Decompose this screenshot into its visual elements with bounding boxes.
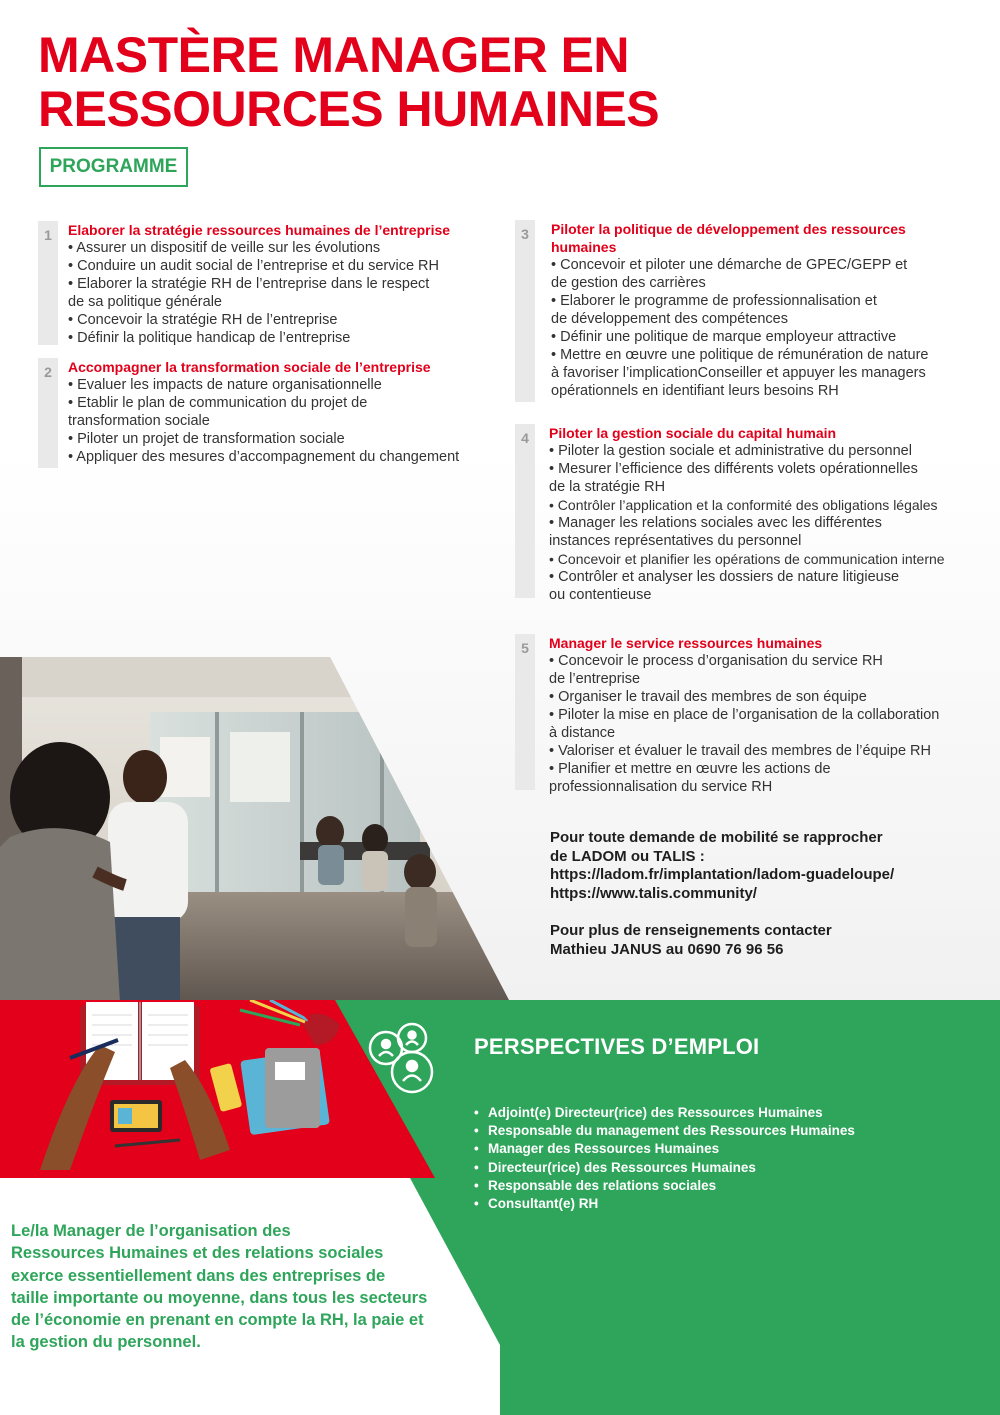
- job-item: • Consultant(e) RH: [474, 1195, 855, 1213]
- section-item: • Définir la politique handicap de l’entreprise: [68, 330, 351, 346]
- contact-info: Pour plus de renseignements contacter Mathieu JANUS au 0690 76 96 56: [550, 922, 832, 958]
- title-line-1: MASTÈRE MANAGER EN: [38, 27, 630, 83]
- section-item: • Planifier et mettre en œuvre les actions de professionnalisation du service RH: [549, 761, 831, 795]
- section-item: • Piloter la mise en place de l’organisation de la collaboration à distance: [549, 707, 940, 741]
- section-number: 3: [515, 220, 535, 402]
- section-item: • Piloter la gestion sociale et administrative du personnel: [549, 443, 912, 459]
- section-number: 4: [515, 424, 535, 598]
- perspectives-title: PERSPECTIVES D’EMPLOI: [474, 1034, 760, 1059]
- section-item: • Assurer un dispositif de veille sur les évolutions: [68, 240, 381, 256]
- section-item: • Contrôler et analyser les dossiers de nature litigieuse ou contentieuse: [549, 569, 900, 603]
- job-item: • Directeur(rice) des Ressources Humaines: [474, 1159, 855, 1177]
- jobs-list: [474, 1104, 855, 1213]
- section-4: [515, 424, 1000, 603]
- title-line-2: RESSOURCES HUMAINES: [38, 81, 660, 137]
- section-body: [68, 358, 518, 466]
- section-number: 5: [515, 634, 535, 790]
- section-body: [68, 221, 518, 347]
- section-items: [551, 256, 991, 400]
- section-item: • Concevoir la stratégie RH de l’entreprise: [68, 312, 338, 328]
- section-number: 2: [38, 358, 58, 468]
- job-item: • Responsable du management des Ressources Humaines: [474, 1122, 855, 1140]
- section-1: [38, 221, 508, 345]
- spacer: [550, 903, 990, 922]
- section-item: • Elaborer le programme de professionnalisation et de développement des compétences: [551, 293, 877, 327]
- section-items: [549, 652, 995, 796]
- section-5: [515, 634, 995, 795]
- section-title: Piloter la politique de développement des ressources humaines: [551, 221, 906, 255]
- section-item: • Concevoir et planifier les opérations de communication interne: [549, 551, 945, 567]
- contact-block: [550, 829, 990, 959]
- section-item: • Valoriser et évaluer le travail des membres de l’équipe RH: [549, 743, 931, 759]
- section-item: • Etablir le plan de communication du projet de transformation sociale: [68, 395, 368, 429]
- section-3: [515, 220, 995, 402]
- section-2: [38, 358, 508, 468]
- section-items: [68, 239, 518, 347]
- section-items: [549, 442, 1000, 604]
- section-item: • Piloter un projet de transformation sociale: [68, 431, 345, 447]
- section-title: Elaborer la stratégie ressources humaines de l’entreprise: [68, 222, 451, 238]
- mobility-info: Pour toute demande de mobilité se rapprocher de LADOM ou TALIS : https://ladom.fr/implantation/ladom-guadeloupe/ https://www.talis.community/: [550, 829, 895, 902]
- section-body: [549, 424, 1000, 604]
- job-item: • Adjoint(e) Directeur(rice) des Ressources Humaines: [474, 1104, 855, 1122]
- section-item: • Evaluer les impacts de nature organisationnelle: [68, 377, 382, 393]
- section-item: • Mettre en œuvre une politique de rémunération de nature à favoriser l’implicationConseiller et appuyer les managers opérationnels en identifiant leurs besoins RH: [551, 347, 929, 399]
- section-number: 1: [38, 221, 58, 345]
- section-item: • Appliquer des mesures d’accompagnement du changement: [68, 449, 460, 465]
- section-title: Piloter la gestion sociale du capital humain: [549, 425, 837, 441]
- section-item: • Concevoir et piloter une démarche de GPEC/GEPP et de gestion des carrières: [551, 257, 908, 291]
- section-item: • Définir une politique de marque employeur attractive: [551, 329, 897, 345]
- job-description: Le/la Manager de l’organisation des Ressources Humaines et des relations sociales exerce essentiellement dans des entreprises de taille importante ou moyenne, dans tous les secteurs de l’économie en prenant en compte la RH, la paie et la gestion du personnel.: [11, 1222, 428, 1352]
- section-item: • Concevoir le process d’organisation du service RH de l’entreprise: [549, 653, 883, 687]
- job-item: • Manager des Ressources Humaines: [474, 1140, 855, 1158]
- section-item: • Manager les relations sociales avec les différentes instances représentatives du personnel: [549, 515, 882, 549]
- section-item: • Organiser le travail des membres de son équipe: [549, 689, 867, 705]
- job-item: • Responsable des relations sociales: [474, 1177, 855, 1195]
- section-item: • Elaborer la stratégie RH de l’entreprise dans le respect de sa politique générale: [68, 276, 430, 310]
- section-item: • Mesurer l’efficience des différents volets opérationnelles de la stratégie RH: [549, 461, 918, 495]
- page-title: [38, 28, 938, 136]
- section-body: [551, 220, 991, 400]
- section-items: [68, 376, 518, 466]
- section-body: [549, 634, 995, 796]
- section-title: Accompagner la transformation sociale de l’entreprise: [68, 359, 431, 375]
- section-title: Manager le service ressources humaines: [549, 635, 823, 651]
- programme-badge: PROGRAMME: [39, 147, 188, 187]
- section-item: • Contrôler l’application et la conformité des obligations légales: [549, 497, 938, 513]
- section-item: • Conduire un audit social de l’entreprise et du service RH: [68, 258, 439, 274]
